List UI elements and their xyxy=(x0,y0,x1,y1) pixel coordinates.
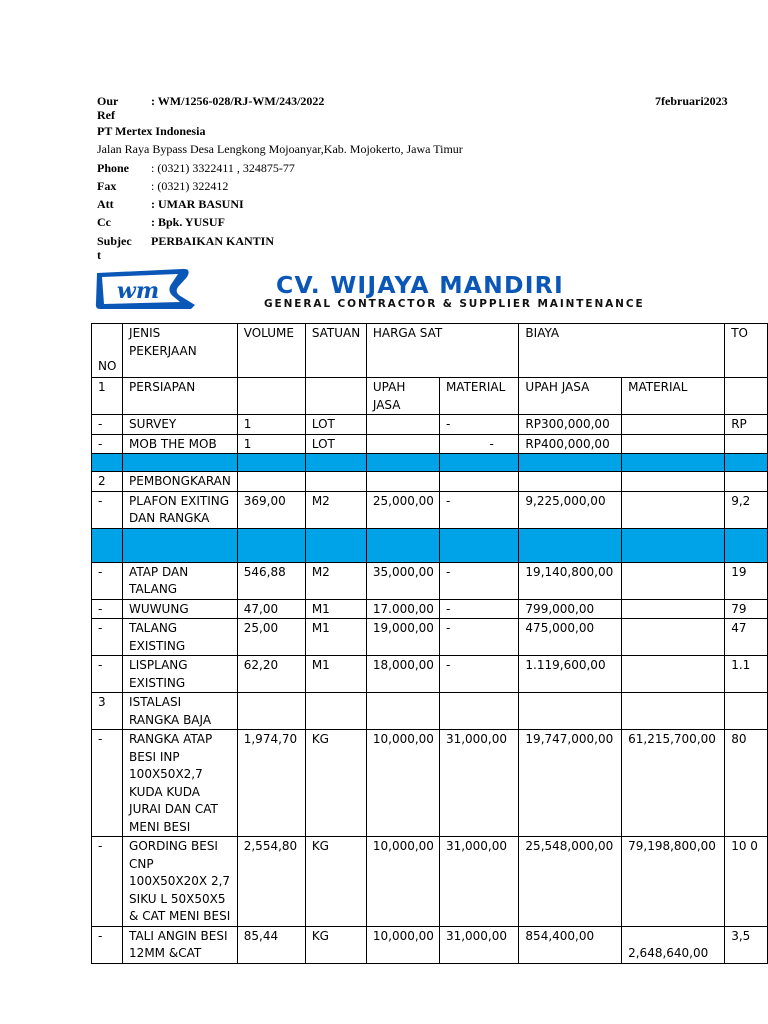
cell-biaya-upah-jasa: 475,000,00 xyxy=(519,619,622,656)
table-row xyxy=(92,562,768,599)
table-row xyxy=(92,491,768,528)
subject-label: Subject xyxy=(97,234,132,262)
cell-no: - xyxy=(92,926,123,963)
cell-no: - xyxy=(92,562,123,599)
cell-biaya-material: 61,215,700,00 xyxy=(622,730,725,837)
cell-upah-jasa xyxy=(366,693,439,730)
cell-satuan: M1 xyxy=(305,656,366,693)
separator-cell xyxy=(439,528,518,562)
separator-cell xyxy=(305,454,366,472)
cell-satuan: KG xyxy=(305,730,366,837)
cell-jenis-pekerjaan: TALANG EXISTING xyxy=(123,619,238,656)
our-ref-label: Our Ref xyxy=(97,94,119,122)
cell-satuan xyxy=(305,378,366,415)
cell-biaya-upah-jasa: 19,140,800,00 xyxy=(519,562,622,599)
separator-cell xyxy=(519,454,622,472)
separator-cell xyxy=(123,454,238,472)
cell-volume xyxy=(237,472,305,492)
cell-material: - xyxy=(439,415,518,435)
cell-jenis-pekerjaan: GORDING BESI CNP 100X50X20X 2,7 SIKU L 50X50X5 & CAT MENI BESI xyxy=(123,837,238,927)
cell-biaya-upah-jasa: 19,747,000,00 xyxy=(519,730,622,837)
cell-volume: 369,00 xyxy=(237,491,305,528)
cell-total: 9,2 xyxy=(725,491,768,528)
header-satuan: SATUAN xyxy=(305,324,366,378)
cost-breakdown-table xyxy=(91,323,768,964)
subheader-biaya-upah-jasa: UPAH JASA xyxy=(519,378,622,415)
cell-volume: 62,20 xyxy=(237,656,305,693)
cell-biaya-upah-jasa: 854,400,00 xyxy=(519,926,622,963)
cell-total: 3,5 xyxy=(725,926,768,963)
cell-satuan: LOT xyxy=(305,434,366,454)
fax-value: : (0321) 322412 xyxy=(151,179,229,193)
cell-no: 2 xyxy=(92,472,123,492)
cell-jenis-pekerjaan: SURVEY xyxy=(123,415,238,435)
att-label: Att xyxy=(97,197,114,211)
cell-material: - xyxy=(439,619,518,656)
cell-biaya-upah-jasa xyxy=(519,693,622,730)
cell-biaya-material xyxy=(622,693,725,730)
header-biaya: BIAYA xyxy=(519,324,725,378)
cell-material: 31,000,00 xyxy=(439,837,518,927)
cell-no: - xyxy=(92,599,123,619)
separator-cell xyxy=(519,528,622,562)
logo-emblem-text: wm xyxy=(116,278,160,304)
cell-satuan: M1 xyxy=(305,619,366,656)
cell-material xyxy=(439,693,518,730)
recipient-company: PT Mertex Indonesia xyxy=(97,124,206,138)
separator-cell xyxy=(237,528,305,562)
header-harga-sat: HARGA SAT xyxy=(366,324,519,378)
cell-material: - xyxy=(439,656,518,693)
cell-volume: 47,00 xyxy=(237,599,305,619)
separator-cell xyxy=(622,454,725,472)
cell-biaya-material xyxy=(622,434,725,454)
table-row xyxy=(92,415,768,435)
subject-value: PERBAIKAN KANTIN xyxy=(151,234,275,248)
cell-biaya-material xyxy=(622,619,725,656)
cell-material: - xyxy=(439,562,518,599)
cell-material xyxy=(439,472,518,492)
cell-biaya-upah-jasa: 1.119,600,00 xyxy=(519,656,622,693)
cell-volume: 85,44 xyxy=(237,926,305,963)
cell-no: - xyxy=(92,619,123,656)
cell-no: - xyxy=(92,491,123,528)
cell-volume: 1 xyxy=(237,415,305,435)
fax-label: Fax xyxy=(97,179,117,193)
cell-upah-jasa xyxy=(366,472,439,492)
separator-cell xyxy=(123,528,238,562)
table-row xyxy=(92,693,768,730)
separator-cell xyxy=(366,454,439,472)
cell-biaya-upah-jasa: RP300,000,00 xyxy=(519,415,622,435)
cell-total: 47 xyxy=(725,619,768,656)
cell-biaya-upah-jasa: RP400,000,00 xyxy=(519,434,622,454)
cell-jenis-pekerjaan: PLAFON EXITING DAN RANGKA xyxy=(123,491,238,528)
cell-total: 1.1 xyxy=(725,656,768,693)
cell-satuan: M2 xyxy=(305,491,366,528)
cell-no: - xyxy=(92,415,123,435)
cell-satuan: KG xyxy=(305,837,366,927)
cell-satuan: KG xyxy=(305,926,366,963)
separator-cell xyxy=(439,454,518,472)
table-row xyxy=(92,472,768,492)
cell-volume: 25,00 xyxy=(237,619,305,656)
cell-volume: 1,974,70 xyxy=(237,730,305,837)
cell-upah-jasa: 18,000,00 xyxy=(366,656,439,693)
cell-no: 1 xyxy=(92,378,123,415)
letter-date: 7februari2023 xyxy=(655,94,728,108)
cell-biaya-upah-jasa: 799,000,00 xyxy=(519,599,622,619)
highlight-separator-row xyxy=(92,454,768,472)
cell-jenis-pekerjaan: PERSIAPAN xyxy=(123,378,238,415)
cell-no: - xyxy=(92,837,123,927)
separator-cell xyxy=(92,454,123,472)
header-volume: VOLUME xyxy=(237,324,305,378)
cell-upah-jasa xyxy=(366,415,439,435)
cell-upah-jasa xyxy=(366,434,439,454)
cell-upah-jasa: 10,000,00 xyxy=(366,730,439,837)
cell-upah-jasa: 35,000,00 xyxy=(366,562,439,599)
cell-biaya-material xyxy=(622,472,725,492)
subheader-material: MATERIAL xyxy=(439,378,518,415)
cell-satuan xyxy=(305,693,366,730)
cell-volume xyxy=(237,378,305,415)
cell-jenis-pekerjaan: MOB THE MOB xyxy=(123,434,238,454)
cell-biaya-material xyxy=(622,599,725,619)
table-row xyxy=(92,434,768,454)
separator-cell xyxy=(622,528,725,562)
table-row xyxy=(92,730,768,837)
cell-material: - xyxy=(439,434,518,454)
cell-biaya-material: 79,198,800,00 xyxy=(622,837,725,927)
cell-biaya-material xyxy=(622,415,725,435)
cell-volume: 2,554,80 xyxy=(237,837,305,927)
cell-total: 79 xyxy=(725,599,768,619)
cc-label: Cc xyxy=(97,215,111,229)
cell-total: RP xyxy=(725,415,768,435)
cell-jenis-pekerjaan: RANGKA ATAP BESI INP 100X50X2,7 KUDA KUDA JURAI DAN CAT MENI BESI xyxy=(123,730,238,837)
cell-jenis-pekerjaan: PEMBONGKARAN xyxy=(123,472,238,492)
cell-total xyxy=(725,434,768,454)
cell-satuan: LOT xyxy=(305,415,366,435)
separator-cell xyxy=(366,528,439,562)
cell-upah-jasa: 10,000,00 xyxy=(366,837,439,927)
cell-no: - xyxy=(92,656,123,693)
cell-material: 31,000,00 xyxy=(439,730,518,837)
separator-cell xyxy=(92,528,123,562)
header-no: NO xyxy=(92,324,123,378)
table-row xyxy=(92,656,768,693)
cell-material: - xyxy=(439,599,518,619)
table-row xyxy=(92,599,768,619)
cell-biaya-upah-jasa: 9,225,000,00 xyxy=(519,491,622,528)
cell-satuan: M1 xyxy=(305,599,366,619)
phone-label: Phone xyxy=(97,161,130,175)
cell-jenis-pekerjaan: LISPLANG EXISTING xyxy=(123,656,238,693)
cell-biaya-material xyxy=(622,656,725,693)
phone-value: : (0321) 3322411 , 324875-77 xyxy=(151,161,295,175)
cell-biaya-upah-jasa: 25,548,000,00 xyxy=(519,837,622,927)
table-header-row xyxy=(92,324,768,378)
company-tagline: GENERAL CONTRACTOR & SUPPLIER MAINTENANCE xyxy=(264,298,645,310)
cell-jenis-pekerjaan: ISTALASI RANGKA BAJA xyxy=(123,693,238,730)
table-row xyxy=(92,378,768,415)
cell-biaya-upah-jasa xyxy=(519,472,622,492)
cell-biaya-material xyxy=(622,491,725,528)
cell-material: 31,000,00 xyxy=(439,926,518,963)
cell-total xyxy=(725,472,768,492)
cell-upah-jasa: 17.000,00 xyxy=(366,599,439,619)
header-jenis-pekerjaan: JENIS PEKERJAAN xyxy=(123,324,238,378)
table-row xyxy=(92,837,768,927)
cell-total: 19 xyxy=(725,562,768,599)
table-row xyxy=(92,926,768,963)
cell-jenis-pekerjaan: TALI ANGIN BESI 12MM &CAT xyxy=(123,926,238,963)
cell-total xyxy=(725,378,768,415)
subheader-biaya-material: MATERIAL xyxy=(622,378,725,415)
cell-total xyxy=(725,693,768,730)
separator-cell xyxy=(305,528,366,562)
cell-upah-jasa: 10,000,00 xyxy=(366,926,439,963)
table-row xyxy=(92,619,768,656)
cell-volume: 1 xyxy=(237,434,305,454)
cell-biaya-material xyxy=(622,562,725,599)
separator-cell xyxy=(725,528,768,562)
cell-volume: 546,88 xyxy=(237,562,305,599)
cell-no: 3 xyxy=(92,693,123,730)
cc-value: : Bpk. YUSUF xyxy=(151,215,225,229)
cell-no: - xyxy=(92,434,123,454)
cell-jenis-pekerjaan: ATAP DAN TALANG xyxy=(123,562,238,599)
att-value: : UMAR BASUNI xyxy=(151,197,244,211)
cell-total: 80 xyxy=(725,730,768,837)
cell-biaya-material: 2,648,640,00 xyxy=(622,926,725,963)
cell-upah-jasa: 19,000,00 xyxy=(366,619,439,656)
cell-jenis-pekerjaan: WUWUNG xyxy=(123,599,238,619)
subheader-upah-jasa: UPAH JASA xyxy=(366,378,439,415)
header-total: TO xyxy=(725,324,768,378)
cell-material: - xyxy=(439,491,518,528)
cell-upah-jasa: 25,000,00 xyxy=(366,491,439,528)
cell-satuan: M2 xyxy=(305,562,366,599)
separator-cell xyxy=(237,454,305,472)
cell-no: - xyxy=(92,730,123,837)
highlight-separator-row xyxy=(92,528,768,562)
cell-total: 10 0 xyxy=(725,837,768,927)
cell-volume xyxy=(237,693,305,730)
cell-satuan xyxy=(305,472,366,492)
our-ref-value: : WM/1256-028/RJ-WM/243/2022 xyxy=(151,94,325,108)
separator-cell xyxy=(725,454,768,472)
company-name: CV. WIJAYA MANDIRI xyxy=(276,271,564,299)
recipient-address: Jalan Raya Bypass Desa Lengkong Mojoanyar,Kab. Mojokerto, Jawa Timur xyxy=(97,142,463,156)
